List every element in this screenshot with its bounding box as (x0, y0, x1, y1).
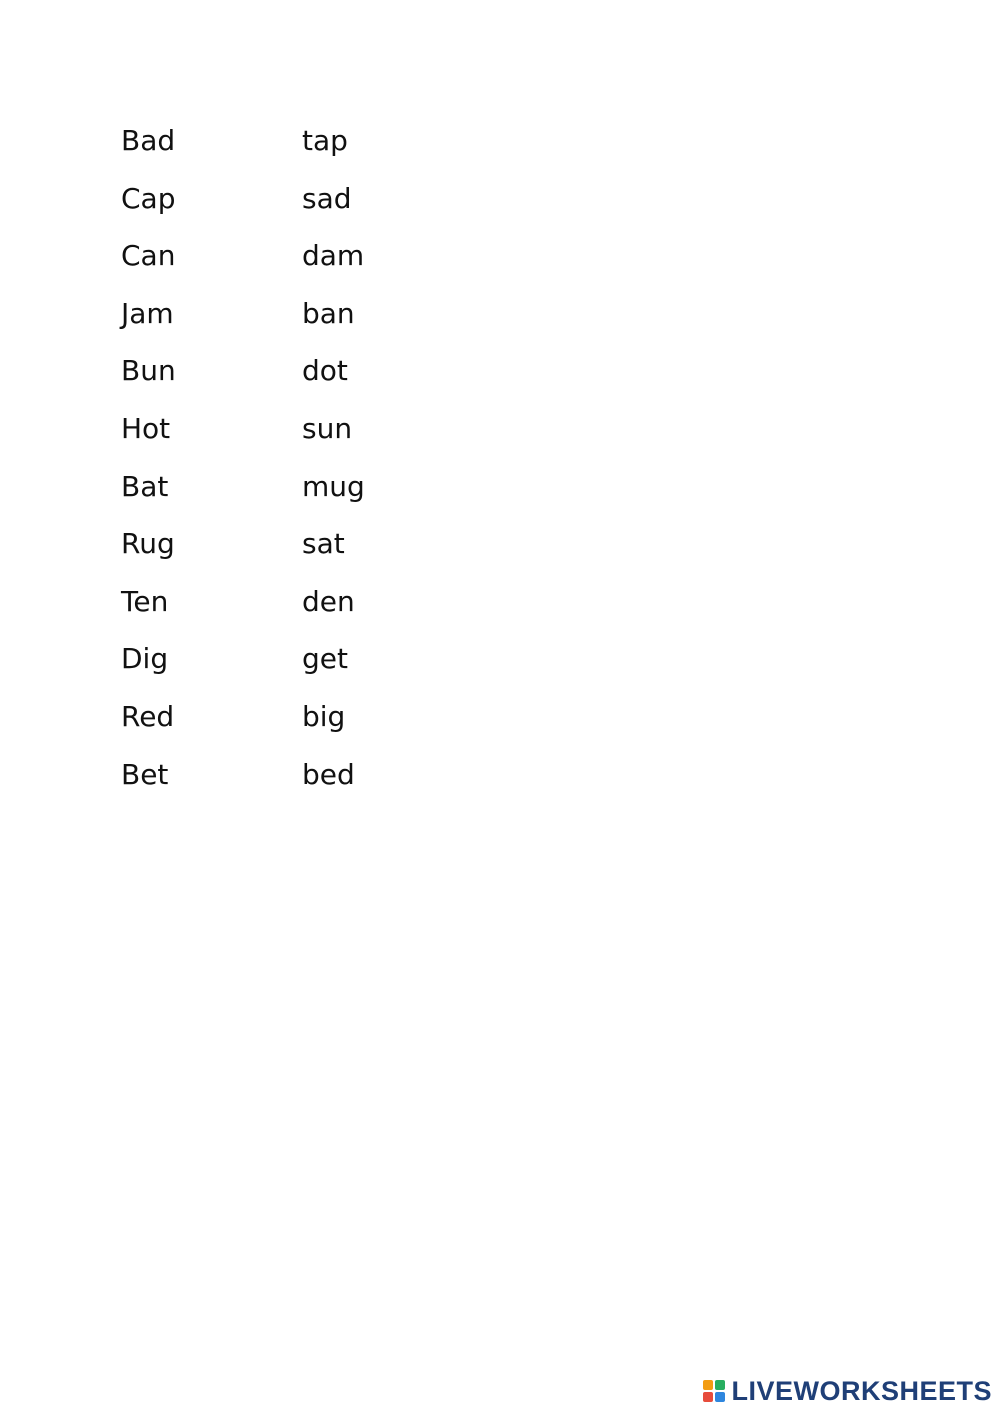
word-left: Bet (121, 757, 169, 791)
liveworksheets-logo-icon (703, 1380, 725, 1402)
word-list (121, 122, 521, 813)
logo-square-red (703, 1392, 713, 1402)
word-right: dam (302, 239, 365, 273)
word-row (121, 295, 521, 353)
word-right: bed (302, 757, 355, 791)
word-left: Rug (121, 527, 175, 561)
logo-square-green (715, 1380, 725, 1390)
word-row (121, 180, 521, 238)
word-right: big (302, 699, 346, 733)
word-right: tap (302, 124, 348, 157)
word-left: Dig (121, 642, 169, 676)
word-left: Jam (121, 296, 174, 330)
word-row (121, 468, 521, 526)
word-row (121, 583, 521, 641)
word-left: Bat (121, 469, 169, 503)
word-row (121, 756, 521, 814)
logo-square-orange (703, 1380, 713, 1390)
word-row (121, 410, 521, 468)
word-row (121, 122, 521, 180)
word-row (121, 237, 521, 295)
word-row (121, 698, 521, 756)
word-left: Bun (121, 354, 176, 388)
word-left: Cap (121, 181, 176, 215)
word-left: Hot (121, 411, 171, 445)
brand-text: LIVEWORKSHEETS (731, 1376, 992, 1406)
word-left: Bad (121, 124, 176, 157)
word-right: sad (302, 181, 352, 215)
word-left: Red (121, 699, 175, 733)
liveworksheets-brand (703, 1375, 992, 1407)
word-right: dot (302, 354, 348, 388)
logo-square-blue (715, 1392, 725, 1402)
word-row (121, 525, 521, 583)
word-row (121, 640, 521, 698)
word-right: den (302, 584, 355, 618)
word-right: sun (302, 411, 353, 445)
word-left: Can (121, 239, 176, 273)
word-left: Ten (121, 584, 169, 618)
word-right: ban (302, 296, 355, 330)
word-right: mug (302, 469, 365, 503)
word-row (121, 352, 521, 410)
word-right: sat (302, 527, 345, 561)
word-right: get (302, 642, 348, 676)
